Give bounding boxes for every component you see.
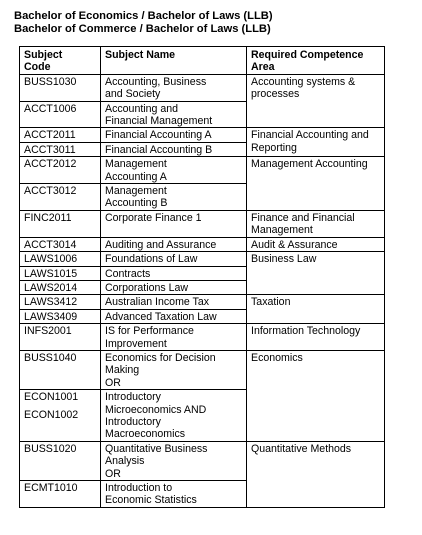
subject-code-pair [20,390,101,442]
competence-area: Financial Accounting and Reporting [247,128,385,157]
subject-name: Corporate Finance 1 [101,210,247,237]
subject-name: Management Accounting A [101,157,247,184]
subject-code: BUSS1020 [20,441,101,480]
subject-name: Corporations Law [101,280,247,294]
subject-code: LAWS3409 [20,309,101,323]
subject-name: Management Accounting B [101,184,247,211]
subject-name: Economics for Decision Making OR [101,350,247,389]
header-subject-code: Subject Code [20,47,101,75]
table-row [20,74,385,101]
subject-code: ECON1001 [24,391,79,404]
subject-code: ACCT3012 [20,184,101,211]
table-row [20,128,385,142]
table-row [20,237,385,251]
subject-name: Foundations of Law [101,252,247,266]
competence-area: Management Accounting [247,157,385,211]
competence-area: Information Technology [247,324,385,351]
table-row [20,350,385,389]
competence-area: Finance and Financial Management [247,210,385,237]
subject-code: BUSS1040 [20,350,101,389]
subject-code: ACCT1006 [20,101,101,128]
page-heading [14,10,273,36]
subject-name: Introduction to Economic Statistics [101,481,247,508]
subject-code: ECON1002 [24,408,79,421]
table-row [20,210,385,237]
subject-code: LAWS3412 [20,295,101,309]
subject-code: INFS2001 [20,324,101,351]
table-row [20,252,385,266]
subject-name: Advanced Taxation Law [101,309,247,323]
table-row [20,324,385,351]
header-subject-name: Subject Name [101,47,247,75]
competence-area: Economics [247,350,385,441]
competence-table [19,46,385,508]
subject-code: ACCT2011 [20,128,101,142]
subject-name: Auditing and Assurance [101,237,247,251]
subject-code: BUSS1030 [20,74,101,101]
competence-area: Taxation [247,295,385,324]
subject-name: Accounting and Financial Management [101,101,247,128]
competence-area: Business Law [247,252,385,295]
heading-line-1: Bachelor of Economics / Bachelor of Laws (LLB) [14,10,273,22]
table-row [20,295,385,309]
subject-code: LAWS1015 [20,266,101,280]
competence-area: Audit & Assurance [247,237,385,251]
subject-code: ACCT3011 [20,142,101,156]
subject-name: Accounting, Business and Society [101,74,247,101]
subject-code: ACCT2012 [20,157,101,184]
subject-name: Introductory Microeconomics AND Introductory Macroeconomics [101,390,247,442]
subject-name: Contracts [101,266,247,280]
subject-name: IS for Performance Improvement [101,324,247,351]
subject-code: ECMT1010 [20,481,101,508]
table-header-row [20,47,385,75]
subject-name: Financial Accounting A [101,128,247,142]
subject-code: LAWS2014 [20,280,101,294]
subject-name: Financial Accounting B [101,142,247,156]
header-competence-area: Required Competence Area [247,47,385,75]
heading-line-2: Bachelor of Commerce / Bachelor of Laws (LLB) [14,23,271,35]
subject-code: LAWS1006 [20,252,101,266]
table-row [20,441,385,480]
subject-name: Australian Income Tax [101,295,247,309]
table-row [20,157,385,184]
competence-area: Accounting systems & processes [247,74,385,128]
subject-code: FINC2011 [20,210,101,237]
competence-area: Quantitative Methods [247,441,385,507]
subject-code: ACCT3014 [20,237,101,251]
subject-name: Quantitative Business Analysis OR [101,441,247,480]
